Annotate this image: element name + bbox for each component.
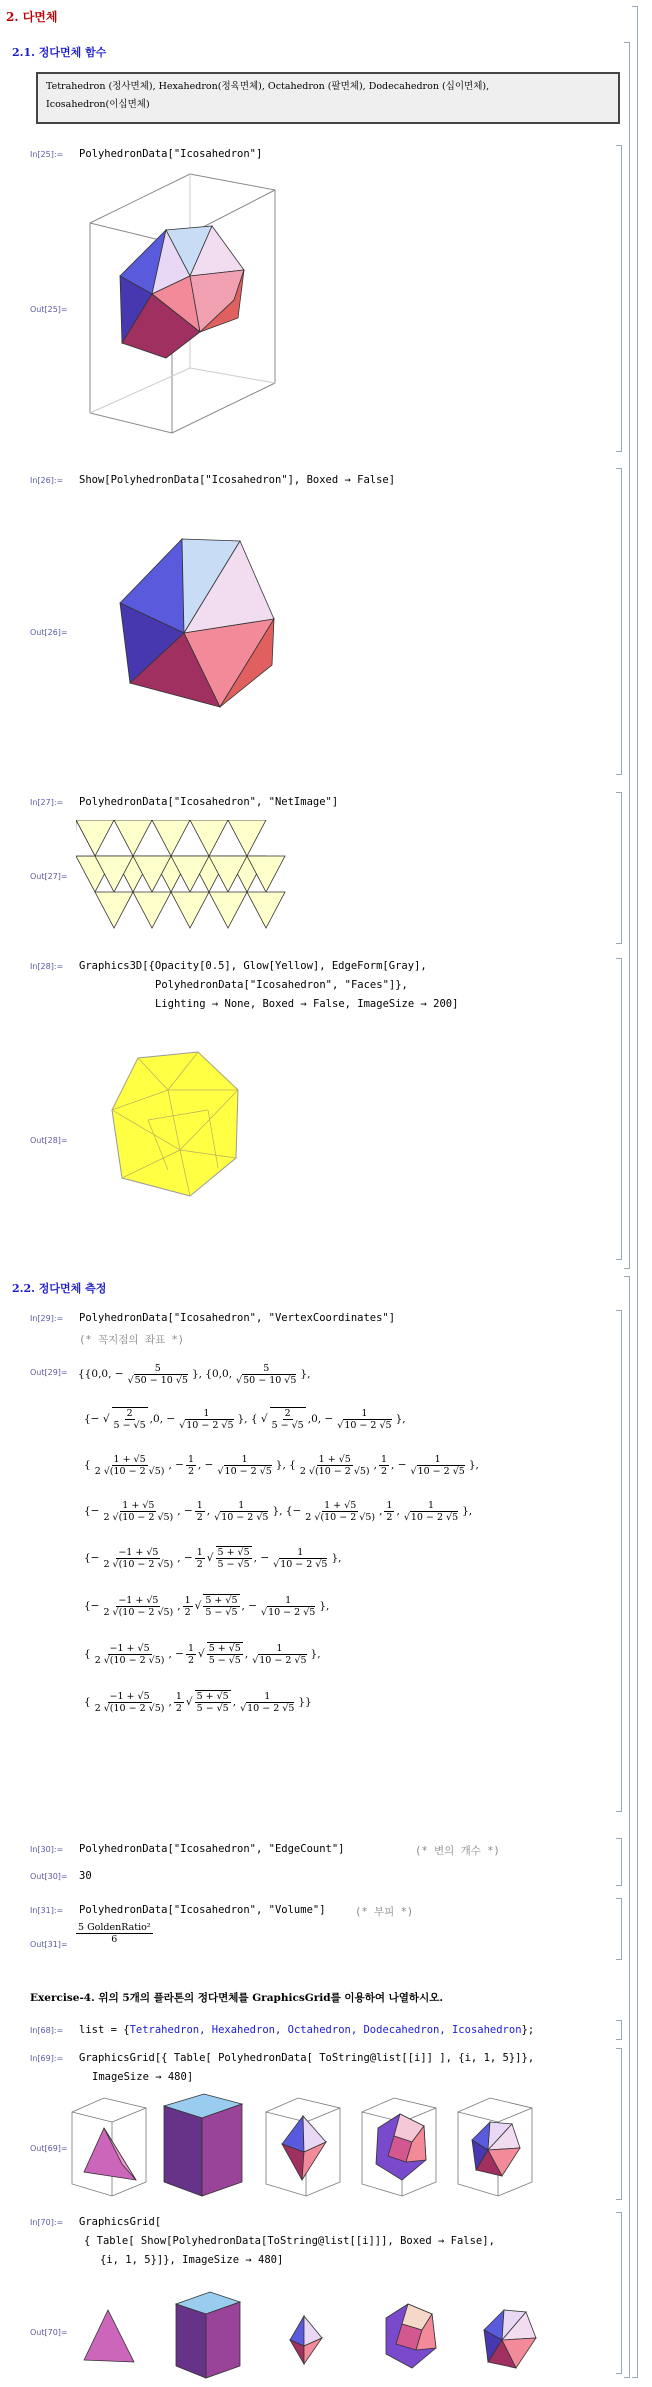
out-label-28: Out[28]= xyxy=(30,1136,68,1145)
input-code-69a[interactable]: GraphicsGrid[{ Table[ PolyhedronData[ ToString@list[[i]] ], {i, 1, 5}]}, xyxy=(79,2052,535,2064)
tetrahedron-unboxed xyxy=(84,2310,134,2362)
subsection-title-1: 2.1. 정다면체 함수 xyxy=(12,46,107,59)
vertex-coordinates-output xyxy=(78,1352,608,1726)
cell-bracket-sub1[interactable] xyxy=(624,42,630,1269)
exercise-text: Exercise-4. 위의 5개의 플라톤의 정다면체를 GraphicsGrid를 이용하여 나열하시오. xyxy=(30,1992,444,2004)
input-code-28b[interactable]: PolyhedronData["Icosahedron", "Faces"]}, xyxy=(155,979,408,991)
vertex-row-7: { $\frac{-1 + √5}{2 √(10 - 2 √5)}$ , − $\frac{1}{2}$ √ $\frac{5 + √5}{5 - √5}$ , $\frac{1}{√10 - 2 √5}$ }, xyxy=(84,1642,321,1666)
cell-bracket-69[interactable] xyxy=(616,2048,622,2200)
input-code-28c[interactable]: Lighting → None, Boxed → False, ImageSize → 200] xyxy=(155,998,459,1010)
tetrahedron-boxed xyxy=(72,2098,146,2196)
in-label-69: In[69]:= xyxy=(30,2054,64,2063)
hexahedron-boxed xyxy=(164,2094,242,2196)
icosahedron-boxed-graphic[interactable] xyxy=(62,168,292,453)
in-label-25: In[25]:= xyxy=(30,150,64,159)
input-code-68[interactable]: list = {Tetrahedron, Hexahedron, Octahedron, Dodecahedron, Icosahedron}; xyxy=(79,2024,535,2036)
icosahedron-unboxed-small xyxy=(484,2310,536,2368)
cell-bracket-section[interactable] xyxy=(632,6,638,2378)
cell-bracket-25[interactable] xyxy=(616,145,622,452)
in-label-70: In[70]:= xyxy=(30,2218,64,2227)
cell-bracket-28[interactable] xyxy=(616,958,622,1260)
textbox-line-1: Tetrahedron (정사면체), Hexahedron(정육면체), Octahedron (팔면체), Dodecahedron (십이면체), xyxy=(46,81,490,92)
octahedron-unboxed xyxy=(290,2316,322,2364)
input-code-28a[interactable]: Graphics3D[{Opacity[0.5], Glow[Yellow], EdgeForm[Gray], xyxy=(79,960,427,972)
comment-30: (* 변의 개수 *) xyxy=(415,1845,500,1857)
cell-bracket-30[interactable] xyxy=(616,1838,622,1886)
cell-bracket-29[interactable] xyxy=(616,1310,622,1812)
in-label-30: In[30]:= xyxy=(30,1845,64,1854)
result-30: 30 xyxy=(79,1870,92,1882)
translucent-icosahedron-graphic[interactable] xyxy=(108,1050,243,1200)
vertex-row-4: {− $\frac{1 + √5}{2 √(10 - 2 √5)}$ , − $\frac{1}{2}$ , $\frac{1}{√10 - 2 √5}$ }, {− $\frac{1 + √5}{2 √(10 - 2 √5)}$ , $\frac{1}{2}$ , $\frac{1}{√10 - 2 √5}$ }, xyxy=(84,1499,473,1523)
in-label-28: In[28]:= xyxy=(30,962,64,971)
vertex-row-6: {− $\frac{-1 + √5}{2 √(10 - 2 √5)}$ , $\frac{1}{2}$ √ $\frac{5 + √5}{5 - √5}$ , − $\frac{1}{√10 - 2 √5}$ }, xyxy=(84,1594,330,1618)
cell-bracket-sub2[interactable] xyxy=(624,1276,630,2378)
in-label-31: In[31]:= xyxy=(30,1906,64,1915)
cell-bracket-26[interactable] xyxy=(616,468,622,775)
vertex-row-5: {− $\frac{-1 + √5}{2 √(10 - 2 √5)}$ , − $\frac{1}{2}$ √ $\frac{5 + √5}{5 - √5}$ , − $\frac{1}{√10 - 2 √5}$ }, xyxy=(84,1546,342,1570)
textbox-line-2: Icosahedron(이십면체) xyxy=(46,99,150,110)
input-code-70a[interactable]: GraphicsGrid[ xyxy=(79,2216,162,2228)
out-label-31: Out[31]= xyxy=(30,1940,68,1949)
vertex-row-8: { $\frac{-1 + √5}{2 √(10 - 2 √5)}$ , $\frac{1}{2}$ √ $\frac{5 + √5}{5 - √5}$ , $\frac{1}{√10 - 2 √5}$ }} xyxy=(84,1690,312,1714)
octahedron-boxed xyxy=(266,2098,340,2196)
cell-bracket-27[interactable] xyxy=(616,792,622,944)
out-label-30: Out[30]= xyxy=(30,1872,68,1881)
boxed-polyhedra-grid[interactable] xyxy=(64,2092,544,2202)
icosahedron-net-image[interactable] xyxy=(76,820,286,938)
icosahedron-unboxed-graphic[interactable] xyxy=(112,535,282,715)
input-code-25[interactable]: PolyhedronData["Icosahedron"] xyxy=(79,148,263,160)
hexahedron-unboxed xyxy=(176,2292,240,2378)
input-code-69b[interactable]: ImageSize → 480] xyxy=(92,2071,194,2083)
cell-bracket-68[interactable] xyxy=(616,2020,622,2040)
dodecahedron-unboxed xyxy=(386,2304,436,2368)
out-label-69: Out[69]= xyxy=(30,2144,68,2153)
input-code-70b[interactable]: { Table[ Show[PolyhedronData[ToString@list[[i]]], Boxed → False], xyxy=(84,2235,495,2247)
input-code-27[interactable]: PolyhedronData["Icosahedron", "NetImage"] xyxy=(79,796,339,808)
vertex-row-3: { $\frac{1 + √5}{2 √(10 - 2 √5)}$ , − $\frac{1}{2}$ , − $\frac{1}{√10 - 2 √5}$ }, { $\frac{1 + √5}{2 √(10 - 2 √5)}$ , $\frac{1}{2}$ , − $\frac{1}{√10 - 2 √5}$ }, xyxy=(84,1453,479,1477)
section-title: 2. 다면체 xyxy=(6,10,58,24)
unboxed-polyhedra-grid[interactable] xyxy=(64,2282,544,2382)
subsection-title-2: 2.2. 정다면체 측정 xyxy=(12,1282,107,1295)
out-label-29: Out[29]= xyxy=(30,1368,68,1377)
out-label-26: Out[26]= xyxy=(30,628,68,637)
cell-bracket-70[interactable] xyxy=(616,2212,622,2374)
out-label-25: Out[25]= xyxy=(30,305,68,314)
vertex-row-2: {− √ $\frac{2}{5 - √5}$ , 0 , − $\frac{1}{√10 - 2 √5}$ }, { √ $\frac{2}{5 - √5}$ , 0 , − $\frac{1}{√10 - 2 √5}$ }, xyxy=(84,1407,406,1431)
out-label-70: Out[70]= xyxy=(30,2328,68,2337)
in-label-26: In[26]:= xyxy=(30,476,64,485)
comment-31: (* 부피 *) xyxy=(355,1906,414,1918)
in-label-29: In[29]:= xyxy=(30,1314,64,1323)
icosahedron-boxed-small xyxy=(458,2098,532,2196)
input-code-26[interactable]: Show[PolyhedronData["Icosahedron"], Boxed → False] xyxy=(79,474,396,486)
in-label-68: In[68]:= xyxy=(30,2026,64,2035)
in-label-27: In[27]:= xyxy=(30,798,64,807)
cell-bracket-31[interactable] xyxy=(616,1898,622,1960)
result-31: $\frac{\text{5 GoldenRatio²}}{6}$ xyxy=(78,1922,151,1945)
input-code-30[interactable]: PolyhedronData["Icosahedron", "EdgeCount"] xyxy=(79,1843,345,1855)
input-code-31[interactable]: PolyhedronData["Icosahedron", "Volume"] xyxy=(79,1904,326,1916)
comment-29: (* 꼭지점의 좌표 *) xyxy=(79,1334,185,1346)
input-code-29[interactable]: PolyhedronData["Icosahedron", "VertexCoordinates"] xyxy=(79,1312,396,1324)
input-code-70c[interactable]: {i, 1, 5}]}, ImageSize → 480] xyxy=(100,2254,284,2266)
dodecahedron-boxed xyxy=(362,2098,436,2196)
vertex-row-1: {{ 0 , 0 , − $\frac{5}{√50 - 10 √5}$ }, { 0 , 0 , $\frac{5}{√50 - 10 √5}$ }, xyxy=(78,1362,311,1386)
polyhedra-names-textbox xyxy=(36,72,620,124)
out-label-27: Out[27]= xyxy=(30,872,68,881)
